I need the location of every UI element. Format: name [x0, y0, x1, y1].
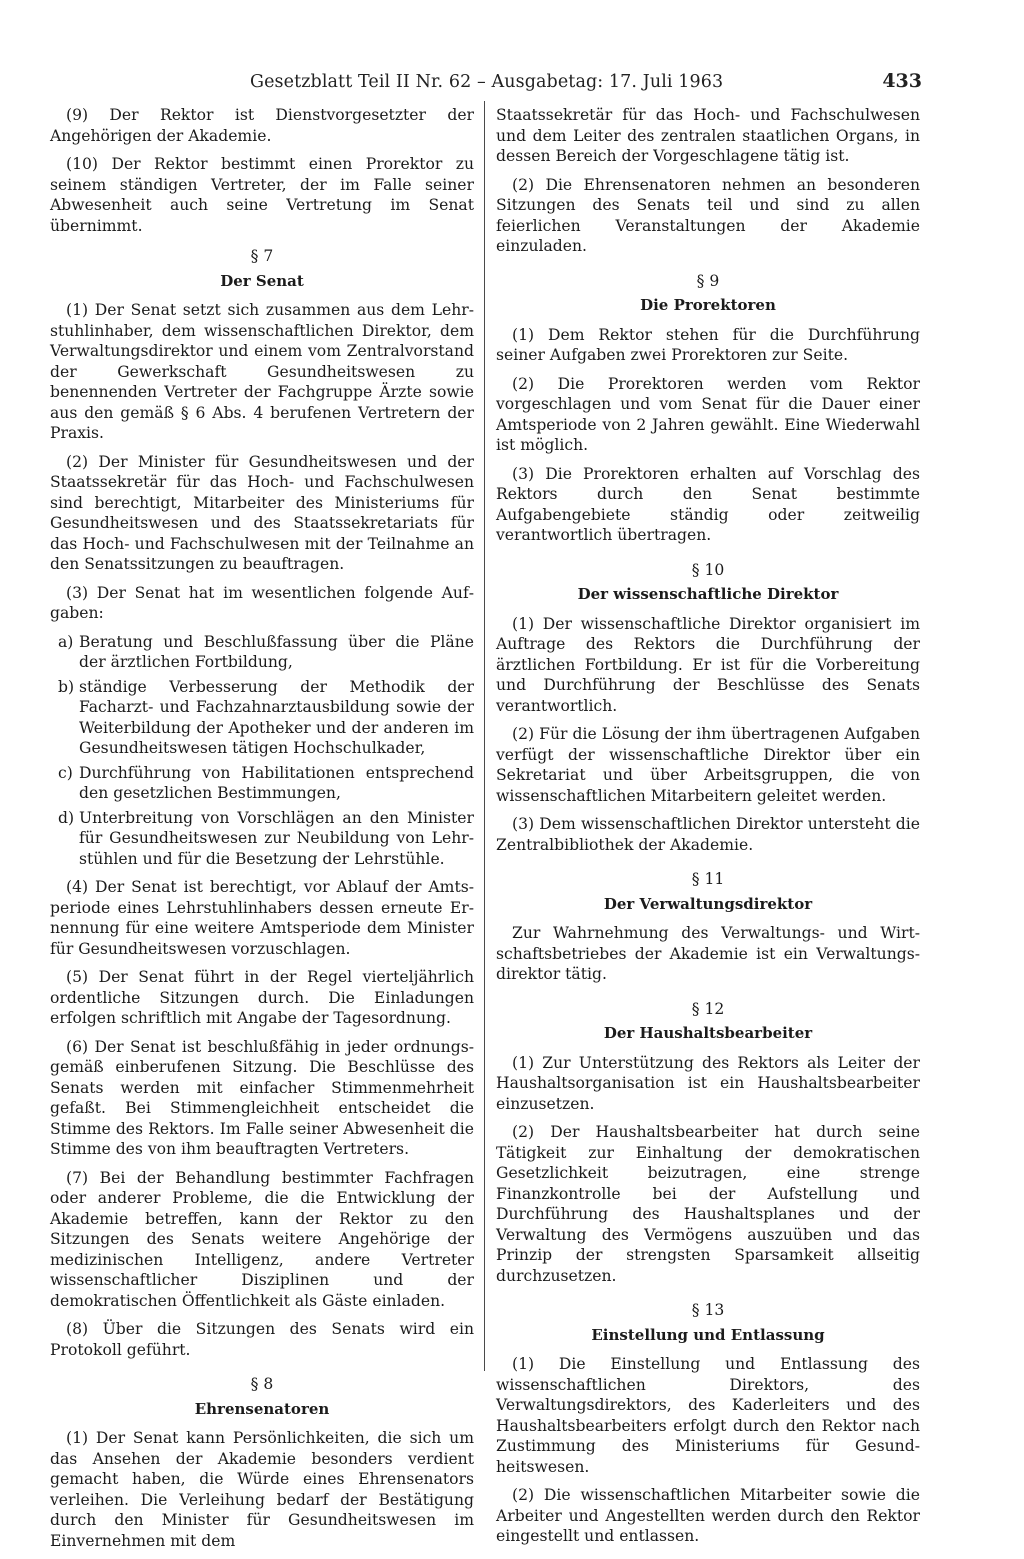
paragraph: Staatssekretär für das Hoch- und Fachschulwesen und dem Leiter des zentralen staatlichen Organs, in dessen Bereich der Vorgeschlagene tätig ist.: [496, 106, 920, 165]
section-title: Einstellung und Entlassung: [591, 1325, 825, 1344]
list-item: [50, 763, 474, 804]
paragraph: (10) Der Rektor bestimmt einen Prorektor zu seinem ständigen Vertreter, der im Falle seiner Abwesenheit auch seine Vertretung im Senat übernimmt.: [50, 155, 474, 235]
paragraph: (4) Der Senat ist berechtigt, vor Ablauf der Amtsperiode eines Lehrstuhlinhabers dessen erneute Ernennung für eine weitere Amtsperiode dem Minister für Gesundheitswesen vorzuschlagen.: [50, 878, 474, 958]
paragraph: (1) Dem Rektor stehen für die Durchführung seiner Aufgaben zwei Prorektoren zur Seite.: [496, 325, 920, 364]
column-divider: [484, 101, 485, 1371]
page-header: [250, 72, 922, 102]
section-number: § 7: [250, 247, 274, 265]
list-text: ständige Verbesserung der Methodik der Facharzt- und Fachzahnarztausbildung sowie der Weiterbildung der Apotheker und der anderen im Gesundheitswesen tätigen Hochschulkader,: [79, 677, 474, 757]
section-number: § 13: [691, 1301, 725, 1319]
right-column: [496, 105, 920, 1555]
section-number: § 10: [691, 560, 725, 579]
paragraph: (3) Dem wissenschaftlichen Direktor untersteht die Zentralbibliothek der Akademie.: [496, 815, 920, 854]
left-column: [50, 105, 474, 1559]
paragraph: (1) Zur Unterstützung des Rektors als Leiter der Haushaltsorganisation ist ein Haushaltsbearbeiter einzusetzen.: [496, 1053, 920, 1113]
section-number: § 12: [691, 999, 725, 1018]
list-text: Beratung und Beschlußfassung über die Pläne der ärztlichen Fortbildung,: [79, 632, 474, 671]
list-marker: c): [58, 763, 73, 782]
list-item: [50, 632, 474, 673]
list-marker: b): [58, 677, 75, 696]
paragraph: (1) Die Einstellung und Entlassung des wissenschaftlichen Direktors, des Verwaltungsdirektors, des Kaderleiters und des Haushaltsbearbeiters erfolgt durch den Rektor nach Zustimmung des Ministeriums für Gesundheitswesen.: [496, 1355, 920, 1476]
paragraph: (1) Der Senat kann Persönlichkeiten, die sich um das Ansehen der Akademie besonders verdient gemacht haben, die Würde eines Ehrensenators verleihen. Die Verleihung bedarf der Bestätigung durch den Minister für Gesundheitswesen im Einvernehmen mit dem: [50, 1429, 474, 1550]
running-title: Gesetzblatt Teil II Nr. 62 – Ausgabetag: 17. Juli 1963: [250, 72, 724, 92]
paragraph: (2) Die Ehrensenatoren nehmen an besonderen Sitzungen des Senats teil und sind zu allen feierlichen Veranstaltungen der Akademie einzuladen.: [496, 175, 920, 255]
task-list: [50, 632, 474, 870]
paragraph: (9) Der Rektor ist Dienstvorgesetzter der Angehörigen der Akademie.: [50, 106, 474, 145]
section-title: Der Haushaltsbearbeiter: [603, 1024, 813, 1042]
section-number: § 8: [250, 1375, 274, 1393]
section-title: Ehrensenatoren: [194, 1399, 330, 1418]
list-item: [50, 677, 474, 759]
paragraph: (5) Der Senat führt in der Regel vierteljährlich ordentliche Sitzungen durch. Die Einladungen erfolgen schriftlich mit Angabe der Tagesordnung.: [50, 968, 474, 1027]
paragraph: (2) Die wissenschaftlichen Mitarbeiter sowie die Arbeiter und Angestellten werden durch den Rektor eingestellt und entlassen.: [496, 1486, 920, 1545]
paragraph: Zur Wahrnehmung des Verwaltungs- und Wirtschaftsbetriebes der Akademie ist ein Verwaltungsdirektor tätig.: [496, 924, 920, 983]
paragraph: (2) Der Minister für Gesundheitswesen und der Staatssekretär für das Hoch- und Fachschulwesen sind berechtigt, Mitarbeiter des Ministeriums für Gesundheitswesen und des Staatssekretariats für das Hoch- und Fachschulwesen mit der Teilnahme an den Senatssitzungen zu beauftragen.: [50, 452, 474, 573]
section-number: § 9: [696, 271, 720, 290]
section-title: Der Verwaltungsdirektor: [603, 894, 813, 913]
list-marker: d): [58, 808, 75, 827]
paragraph: (2) Für die Lösung der ihm übertragenen Aufgaben verfügt der wissenschaftliche Direktor über ein Sekretariat und über Arbeitsgruppen, die von wissenschaftlichen Mitarbeitern geleitet werden.: [496, 725, 920, 805]
list-item: [50, 808, 474, 870]
paragraph: (3) Die Prorektoren erhalten auf Vorschlag des Rektors durch den Senat bestimmte Aufgabengebiete ständig oder zeitweilig verantwortlich übertragen.: [496, 464, 920, 544]
paragraph: (1) Der Senat setzt sich zusammen aus dem Lehrstuhlinhaber, dem wissenschaftlichen Direktor, dem Verwaltungsdirektor und einem vom Zentralvorstand der Gewerkschaft Gesundheitswesen zu benennenden Vertreter der Fachgruppe Ärzte sowie aus den gemäß § 6 Abs. 4 berufenen Vertretern der Praxis.: [50, 301, 474, 442]
list-text: Durchführung von Habilitationen entsprechend den gesetzlichen Bestimmungen,: [79, 763, 474, 802]
list-text: Unterbreitung von Vorschlägen an den Minister für Gesundheitswesen zur Neubildung von Lehrstühlen und für die Besetzung der Lehrstühle.: [79, 808, 474, 868]
paragraph: (1) Der wissenschaftliche Direktor organisiert im Auftrage des Rektors die Durchführung der ärztlichen Fortbildung. Er ist für die Vorbereitung und Durchführung der Beschlüsse des Senats verantwortlich.: [496, 614, 920, 715]
list-marker: a): [58, 632, 74, 651]
paragraph: (2) Die Prorektoren werden vom Rektor vorgeschlagen und vom Senat für die Dauer einer Amtsperiode von 2 Jahren gewählt. Eine Wiederwahl ist möglich.: [496, 374, 920, 454]
page-number: 433: [882, 70, 922, 92]
paragraph: (3) Der Senat hat im wesentlichen folgende Aufgaben:: [50, 583, 474, 622]
section-title: Die Prorektoren: [640, 296, 776, 314]
paragraph: (8) Über die Sitzungen des Senats wird ein Protokoll geführt.: [50, 1320, 474, 1359]
paragraph: (2) Der Haushaltsbearbeiter hat durch seine Tätigkeit zur Einhaltung der demokratischen Gesetzlichkeit beizutragen, eine strenge Finanzkontrolle bei der Aufstellung und Durchführung des Haushaltsplanes und der Verwaltung des Vermögens auszuüben und das Prinzip der strengsten Sparsamkeit allseitig durchzusetzen.: [496, 1123, 920, 1285]
paragraph: (7) Bei der Behandlung bestimmter Fachfragen oder anderer Probleme, die die Entwicklung der Akademie betreffen, kann der Rektor zu den Sitzungen des Senats weitere Angehörige der medizinischen Intelligenz, andere Vertreter wissenschaftlicher Disziplinen und der demokratischen Öffentlichkeit als Gäste einladen.: [50, 1168, 474, 1310]
section-title: Der wissenschaftliche Direktor: [577, 585, 839, 603]
section-number: § 11: [691, 870, 725, 888]
section-title: Der Senat: [220, 271, 304, 290]
paragraph: (6) Der Senat ist beschlußfähig in jeder ordnungsgemäß einberufenen Sitzung. Die Beschlüsse des Senats werden mit einfacher Stimmenmehrheit gefaßt. Bei Stimmengleichheit entscheidet die Stimme des Rektors. Im Falle seiner Abwesenheit die Stimme des von ihm beauftragten Vertreters.: [50, 1037, 474, 1158]
